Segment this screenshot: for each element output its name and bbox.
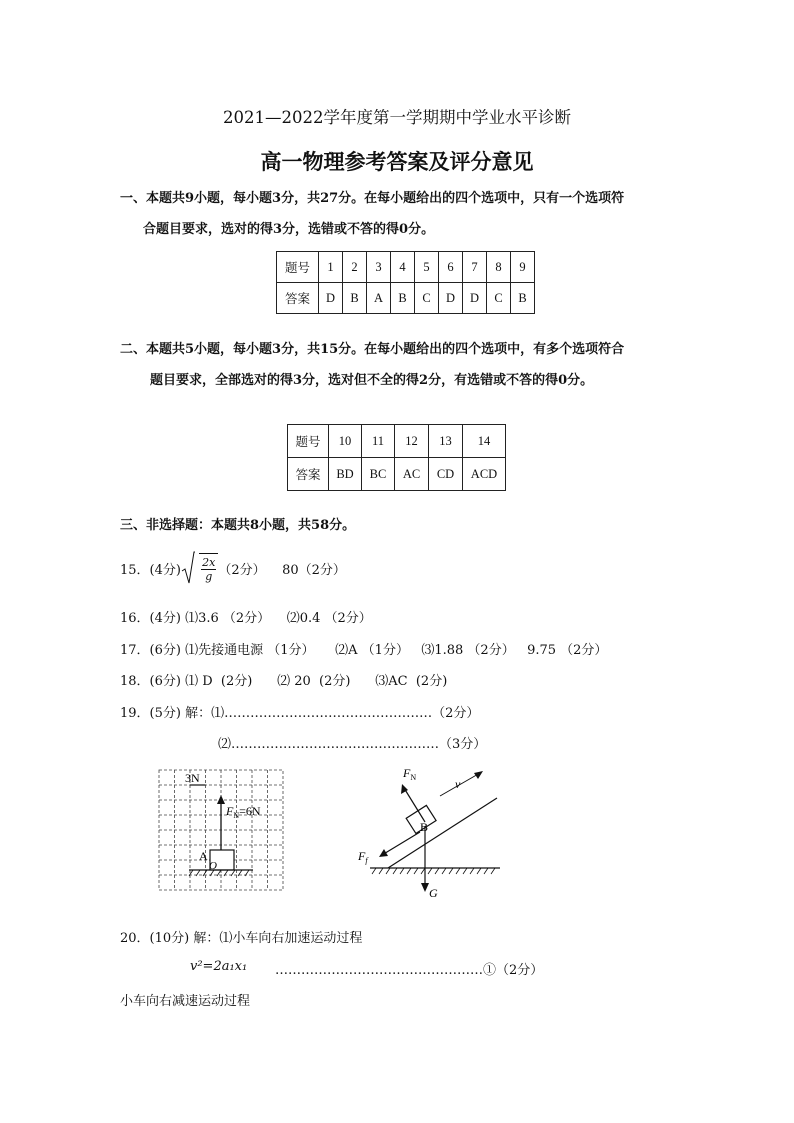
table-cell: BD bbox=[329, 458, 362, 491]
table-cell: 2 bbox=[343, 252, 367, 283]
q20-line3: 小车向右减速运动过程 bbox=[120, 994, 251, 1009]
table-cell: 4 bbox=[391, 252, 415, 283]
table-row bbox=[277, 252, 535, 283]
table-cell: 9 bbox=[511, 252, 535, 283]
table-cell: CD bbox=[429, 458, 463, 491]
table-row bbox=[288, 425, 506, 458]
answer-table-1 bbox=[276, 251, 535, 314]
section3-heading: 三、非选择题：本题共8小题，共58分。 bbox=[120, 518, 356, 533]
arrowhead-icon bbox=[217, 795, 225, 804]
page-subtitle: 高一物理参考答案及评分意见 bbox=[260, 149, 534, 174]
table-cell: 13 bbox=[429, 425, 463, 458]
sqrt-sign-icon bbox=[181, 551, 195, 585]
table-cell: 答案 bbox=[288, 458, 329, 491]
q15-answer bbox=[120, 551, 346, 585]
incline-surface bbox=[388, 798, 497, 868]
point-a-label: A bbox=[199, 849, 208, 863]
section2-line1: 二、本题共5小题，每小题3分，共15分。在每小题给出的四个选项中，有多个选项符合 bbox=[120, 342, 625, 357]
q17-answer: 17．(6分) ⑴先接通电源 （1分） ⑵A （1分） ⑶1.88 （2分） 9.75 （2分） bbox=[120, 643, 608, 658]
table-cell: 题号 bbox=[288, 425, 329, 458]
sqrt-denominator: g bbox=[205, 570, 213, 583]
figure-grid-force-diagram bbox=[155, 765, 290, 895]
figure-incline-force-diagram bbox=[350, 760, 515, 905]
table-cell: 1 bbox=[319, 252, 343, 283]
table-cell: D bbox=[439, 283, 463, 314]
section1-line2: 合题目要求，选对的得3分，选错或不答的得0分。 bbox=[143, 222, 435, 237]
sqrt-numerator: 2x bbox=[202, 556, 216, 569]
table-cell: D bbox=[319, 283, 343, 314]
block-b-label: B bbox=[420, 820, 429, 834]
q20-equation: v²=2a₁x₁ bbox=[190, 959, 248, 974]
table-cell: ACD bbox=[463, 458, 506, 491]
scale-label: 3N bbox=[185, 771, 200, 785]
table-cell: 5 bbox=[415, 252, 439, 283]
arrowhead-icon bbox=[474, 771, 483, 779]
q18-answer: 18．(6分) ⑴ D (2分) ⑵ 20 (2分) ⑶AC (2分) bbox=[120, 674, 448, 689]
arrowhead-icon bbox=[379, 849, 388, 857]
sqrt-expression bbox=[181, 551, 218, 585]
table-cell: BC bbox=[362, 458, 395, 491]
table-cell: B bbox=[343, 283, 367, 314]
q19-line2: ⑵…………………………………………（3分） bbox=[218, 737, 487, 752]
page-title: 2021—2022学年度第一学期期中学业水平诊断 bbox=[223, 108, 571, 127]
q15-prefix: 15．(4分) bbox=[120, 562, 181, 578]
table-cell: B bbox=[391, 283, 415, 314]
table-cell: 3 bbox=[367, 252, 391, 283]
table-cell: 10 bbox=[329, 425, 362, 458]
q20-line1: 20．(10分) 解：⑴小车向右加速运动过程 bbox=[120, 931, 363, 946]
ground-hatch bbox=[372, 868, 495, 874]
friction-force-label: $F_f$ bbox=[358, 849, 368, 865]
normal-force-label: $F_N$ bbox=[403, 766, 417, 782]
gravity-label: G bbox=[429, 886, 438, 900]
table-row bbox=[288, 458, 506, 491]
q15-rest: （2分） 80（2分） bbox=[218, 562, 346, 578]
table-cell: 14 bbox=[463, 425, 506, 458]
answer-table-2 bbox=[287, 424, 506, 491]
table-cell: 11 bbox=[362, 425, 395, 458]
q19-line1: 19．(5分) 解：⑴…………………………………………（2分） bbox=[120, 706, 480, 721]
table-cell: B bbox=[511, 283, 535, 314]
table-cell: C bbox=[487, 283, 511, 314]
force-label: $F_N=6N$ bbox=[226, 804, 261, 820]
section1-line1: 一、本题共9小题，每小题3分，共27分。在每小题给出的四个选项中，只有一个选项符 bbox=[120, 191, 625, 206]
table-cell: A bbox=[367, 283, 391, 314]
table-cell: 7 bbox=[463, 252, 487, 283]
q20-dots: …………………………………………①（2分） bbox=[275, 963, 544, 978]
table-cell: C bbox=[415, 283, 439, 314]
table-cell: AC bbox=[395, 458, 429, 491]
sqrt-fraction bbox=[199, 553, 218, 583]
table-cell: 12 bbox=[395, 425, 429, 458]
table-cell: 答案 bbox=[277, 283, 319, 314]
table-cell: 8 bbox=[487, 252, 511, 283]
section2-line2: 题目要求，全部选对的得3分，选对但不全的得2分，有选错或不答的得0分。 bbox=[150, 373, 594, 388]
velocity-label: v bbox=[455, 777, 461, 791]
table-cell: 题号 bbox=[277, 252, 319, 283]
table-row bbox=[277, 283, 535, 314]
q16-answer: 16．(4分) ⑴3.6 （2分） ⑵0.4 （2分） bbox=[120, 611, 372, 626]
arrowhead-icon bbox=[421, 883, 429, 892]
table-cell: 6 bbox=[439, 252, 463, 283]
point-o-label: O bbox=[209, 860, 217, 872]
table-cell: D bbox=[463, 283, 487, 314]
